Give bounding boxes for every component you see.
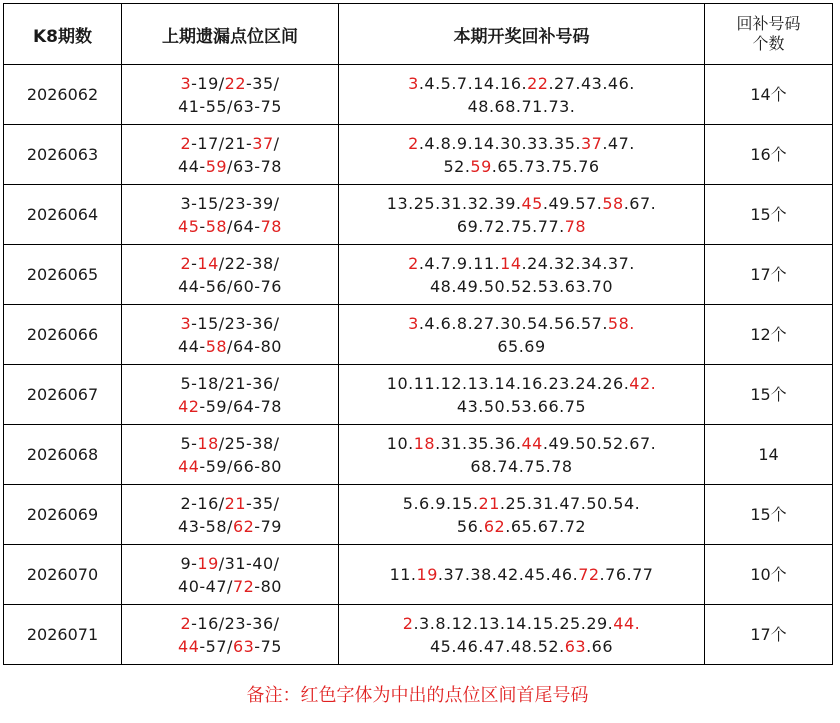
table-row	[4, 185, 833, 245]
number-text: .27.43.46.	[548, 73, 635, 93]
table-row	[4, 305, 833, 365]
numbers-line	[339, 492, 704, 515]
footnote: 备注：红色字体为中出的点位区间首尾号码	[246, 684, 589, 706]
highlight-number: 62	[232, 516, 255, 536]
period-cell: 2026064	[4, 185, 122, 245]
numbers-line	[339, 635, 704, 658]
number-text: 56.	[456, 516, 484, 536]
number-text: 5.6.9.15.	[402, 493, 479, 513]
number-text: 52.	[443, 156, 471, 176]
count-cell: 14	[705, 425, 833, 485]
range-cell	[122, 485, 339, 545]
lottery-table	[3, 3, 833, 665]
numbers-line	[339, 155, 704, 178]
table-row	[4, 605, 833, 665]
highlight-number: 3	[180, 313, 192, 333]
range-line	[122, 612, 338, 635]
count-cell: 15个	[705, 185, 833, 245]
lottery-table-container	[3, 3, 833, 665]
highlight-number: 42.	[629, 373, 657, 393]
number-text: 43.50.53.66.75	[456, 396, 587, 416]
number-text: -75	[254, 636, 282, 656]
numbers-line	[339, 515, 704, 538]
period-cell: 2026062	[4, 65, 122, 125]
number-text: 65.69	[497, 336, 546, 356]
header-count	[705, 4, 833, 65]
range-cell	[122, 365, 339, 425]
number-text: 69.72.75.77.	[456, 216, 565, 236]
number-text: 11.	[389, 565, 417, 584]
range-line	[122, 552, 338, 575]
period-cell: 2026069	[4, 485, 122, 545]
numbers-cell	[339, 425, 705, 485]
numbers-line	[339, 563, 704, 586]
range-line	[122, 372, 338, 395]
highlight-number: 19	[197, 553, 219, 573]
number-text: .4.6.8.27.30.54.56.57.	[418, 313, 608, 333]
number-text: 40-47/	[178, 576, 233, 596]
table-row	[4, 125, 833, 185]
range-line	[122, 335, 338, 358]
period-cell: 2026063	[4, 125, 122, 185]
range-cell	[122, 305, 339, 365]
number-text: 44-	[178, 336, 206, 356]
range-line	[122, 155, 338, 178]
highlight-number: 21	[478, 493, 500, 513]
number-text: /	[273, 133, 280, 153]
numbers-line	[339, 215, 704, 238]
header-count-line: 回补号码	[736, 14, 801, 33]
highlight-number: 44.	[613, 613, 641, 633]
number-text: .24.32.34.37.	[521, 253, 635, 273]
numbers-cell	[339, 605, 705, 665]
header-period: K8期数	[4, 4, 122, 65]
range-line	[122, 132, 338, 155]
numbers-line	[339, 132, 704, 155]
highlight-number: 2	[402, 613, 414, 633]
number-text: .49.50.52.67.	[542, 433, 657, 453]
number-text: -17/21-	[191, 133, 253, 153]
period-cell: 2026066	[4, 305, 122, 365]
highlight-number: 18	[413, 433, 436, 453]
number-text: 48.68.71.73.	[467, 96, 576, 116]
period-cell: 2026070	[4, 545, 122, 605]
highlight-number: 37	[252, 133, 274, 153]
highlight-number: 44	[178, 636, 200, 656]
highlight-number: 78	[260, 216, 282, 236]
period-cell: 2026065	[4, 245, 122, 305]
number-text: /64-	[227, 216, 261, 236]
highlight-number: 58	[205, 336, 228, 356]
number-text: -59/66-80	[199, 456, 282, 476]
highlight-number: 22	[224, 73, 247, 93]
highlight-number: 58	[607, 313, 630, 333]
highlight-number: 2	[408, 253, 419, 273]
header-row	[4, 4, 833, 65]
numbers-cell	[339, 125, 705, 185]
highlight-number: 45	[178, 216, 200, 236]
numbers-cell	[339, 485, 705, 545]
numbers-cell	[339, 545, 705, 605]
highlight-number: 18	[197, 433, 219, 453]
number-text: .4.5.7.14.16.	[418, 73, 528, 93]
number-text: .37.38.42.45.46.	[437, 565, 579, 584]
highlight-number: .	[629, 313, 635, 333]
highlight-number: 59	[470, 156, 492, 176]
number-text: 2-16/	[180, 493, 225, 513]
number-text: 3-15/23-39/	[180, 193, 280, 213]
range-line	[122, 432, 338, 455]
range-line	[122, 72, 338, 95]
range-cell	[122, 125, 339, 185]
highlight-number: 72	[578, 565, 600, 584]
number-text: 41-55/63-75	[178, 96, 282, 116]
numbers-cell	[339, 245, 705, 305]
numbers-line	[339, 455, 704, 478]
table-row	[4, 425, 833, 485]
highlight-number: 2	[180, 613, 192, 633]
number-text: .49.57.	[542, 193, 603, 213]
highlight-number: 14	[197, 253, 219, 273]
number-text: 45.46.47.48.52.	[429, 636, 565, 656]
range-cell	[122, 545, 339, 605]
number-text: 13.25.31.32.39.	[386, 193, 522, 213]
numbers-line	[339, 192, 704, 215]
number-text: .31.35.36.	[435, 433, 522, 453]
count-cell: 17个	[705, 605, 833, 665]
number-text: 48.49.50.52.53.63.70	[429, 276, 614, 296]
number-text: /64-80	[227, 336, 282, 356]
numbers-line	[339, 312, 704, 335]
table-row	[4, 65, 833, 125]
highlight-number: 3	[180, 73, 192, 93]
numbers-line	[339, 275, 704, 298]
highlight-number: 2	[180, 133, 192, 153]
numbers-cell	[339, 65, 705, 125]
range-line	[122, 312, 338, 335]
number-text: 5-	[180, 433, 198, 453]
range-line	[122, 455, 338, 478]
number-text: /31-40/	[218, 553, 280, 573]
number-text: -80	[254, 576, 282, 596]
number-text: -16/23-36/	[191, 613, 280, 633]
highlight-number: 45	[521, 193, 543, 213]
highlight-number: 2	[180, 253, 192, 273]
range-line	[122, 252, 338, 275]
range-line	[122, 275, 338, 298]
number-text: .4.7.9.11.	[418, 253, 501, 273]
header-numbers: 本期开奖回补号码	[339, 4, 705, 65]
number-text: -79	[254, 516, 282, 536]
range-line	[122, 635, 338, 658]
highlight-number: 59	[205, 156, 228, 176]
table-row	[4, 545, 833, 605]
highlight-number: 58	[602, 193, 624, 213]
numbers-cell	[339, 185, 705, 245]
range-cell	[122, 605, 339, 665]
number-text: -15/23-36/	[191, 313, 280, 333]
range-line	[122, 515, 338, 538]
number-text: .67.	[623, 193, 657, 213]
count-cell: 15个	[705, 485, 833, 545]
header-range: 上期遗漏点位区间	[122, 4, 339, 65]
highlight-number: 44	[521, 433, 543, 453]
number-text: -59/64-78	[199, 396, 282, 416]
note-row	[3, 666, 832, 721]
table-row	[4, 245, 833, 305]
number-text: 44-	[178, 156, 206, 176]
highlight-number: 2	[408, 133, 419, 153]
highlight-number: 58	[205, 216, 228, 236]
highlight-number: 3	[408, 313, 419, 333]
number-text: .4.8.9.14.30.33.35.	[418, 133, 581, 153]
numbers-line	[339, 335, 704, 358]
numbers-cell	[339, 365, 705, 425]
number-text: /22-38/	[218, 253, 280, 273]
number-text: .47.	[602, 133, 635, 153]
range-line	[122, 192, 338, 215]
count-cell: 17个	[705, 245, 833, 305]
highlight-number: 63	[232, 636, 255, 656]
highlight-number: 3	[408, 73, 419, 93]
range-line	[122, 215, 338, 238]
count-cell: 10个	[705, 545, 833, 605]
numbers-line	[339, 612, 704, 635]
number-text: .25.31.47.50.54.	[499, 493, 641, 513]
number-text: 43-58/	[178, 516, 233, 536]
numbers-line	[339, 72, 704, 95]
range-line	[122, 575, 338, 598]
range-cell	[122, 65, 339, 125]
number-text: 5-18/21-36/	[180, 373, 280, 393]
count-cell: 12个	[705, 305, 833, 365]
numbers-line	[339, 432, 704, 455]
table-row	[4, 485, 833, 545]
range-line	[122, 95, 338, 118]
number-text: /63-78	[227, 156, 282, 176]
range-line	[122, 492, 338, 515]
number-text: .65.67.72	[505, 516, 587, 536]
number-text: -	[191, 253, 198, 273]
range-cell	[122, 245, 339, 305]
count-cell: 15个	[705, 365, 833, 425]
number-text: 44-56/60-76	[178, 276, 282, 296]
numbers-line	[339, 252, 704, 275]
highlight-number: 14	[500, 253, 522, 273]
count-cell: 16个	[705, 125, 833, 185]
count-cell: 14个	[705, 65, 833, 125]
table-row	[4, 365, 833, 425]
number-text: /25-38/	[218, 433, 280, 453]
header-count-label	[705, 14, 832, 54]
range-cell	[122, 425, 339, 485]
numbers-cell	[339, 305, 705, 365]
highlight-number: 21	[224, 493, 247, 513]
highlight-number: 22	[527, 73, 549, 93]
highlight-number: 78	[564, 216, 587, 236]
number-text: -	[199, 216, 206, 236]
numbers-line	[339, 372, 704, 395]
number-text: 10.	[386, 433, 414, 453]
header-count-line: 个数	[752, 34, 785, 53]
number-text: -19/	[191, 73, 225, 93]
number-text: -35/	[246, 493, 280, 513]
highlight-number: 62	[483, 516, 506, 536]
period-cell: 2026068	[4, 425, 122, 485]
highlight-number: 37	[580, 133, 603, 153]
number-text: 68.74.75.78	[470, 456, 573, 476]
number-text: .65.73.75.76	[491, 156, 600, 176]
range-line	[122, 395, 338, 418]
number-text: .76.77	[599, 565, 654, 584]
range-cell	[122, 185, 339, 245]
highlight-number: 44	[178, 456, 200, 476]
number-text: 9-	[180, 553, 198, 573]
number-text: 10.11.12.13.14.16.23.24.26.	[386, 373, 630, 393]
highlight-number: 19	[416, 565, 438, 584]
numbers-line	[339, 95, 704, 118]
number-text: -35/	[246, 73, 280, 93]
highlight-number: 63	[564, 636, 587, 656]
number-text: .66	[586, 636, 614, 656]
numbers-line	[339, 395, 704, 418]
highlight-number: 42	[178, 396, 200, 416]
number-text: .3.8.12.13.14.15.25.29.	[413, 613, 614, 633]
table-body	[4, 65, 833, 665]
number-text: -57/	[199, 636, 233, 656]
period-cell: 2026067	[4, 365, 122, 425]
period-cell: 2026071	[4, 605, 122, 665]
highlight-number: 72	[232, 576, 255, 596]
